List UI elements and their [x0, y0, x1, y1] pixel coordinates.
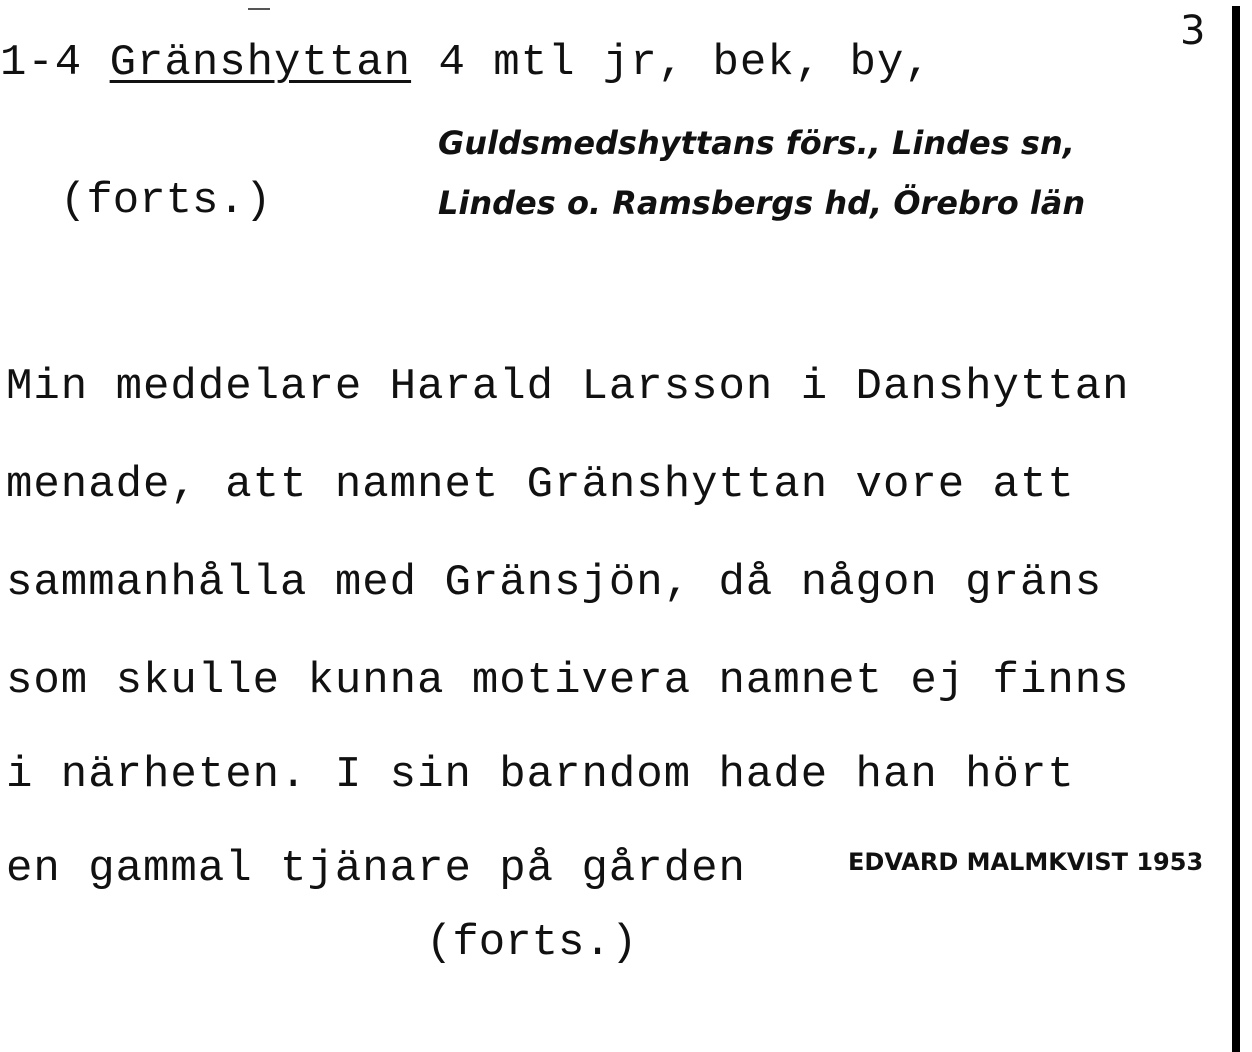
body-line: i närheten. I sin barndom hade han hört — [6, 750, 1075, 800]
body-line: Min meddelare Harald Larsson i Danshyttan — [6, 362, 1130, 412]
body-line: menade, att namnet Gränshyttan vore att — [6, 460, 1075, 510]
continued-label-top: (forts.) — [60, 176, 272, 226]
place-name: Gränshyttan — [109, 38, 412, 88]
entry-number: 1-4 — [0, 38, 83, 88]
body-line: en gammal tjänare på gården — [6, 844, 746, 894]
scan-artifact — [248, 8, 270, 10]
author-signature: EDVARD MALMKVIST 1953 — [848, 848, 1204, 876]
place-description: 4 mtl jr, bek, by, — [438, 38, 932, 88]
continued-label-bottom: (forts.) — [426, 918, 638, 968]
district-line: Lindes o. Ramsbergs hd, Örebro län — [438, 184, 1086, 222]
card-header — [0, 38, 932, 88]
parish-line: Guldsmedshyttans förs., Lindes sn, — [438, 124, 1075, 162]
body-line: sammanhålla med Gränsjön, då någon gräns — [6, 558, 1103, 608]
body-line: som skulle kunna motivera namnet ej finns — [6, 656, 1130, 706]
card-edge — [1232, 6, 1240, 1052]
page-number: 3 — [1180, 8, 1206, 54]
